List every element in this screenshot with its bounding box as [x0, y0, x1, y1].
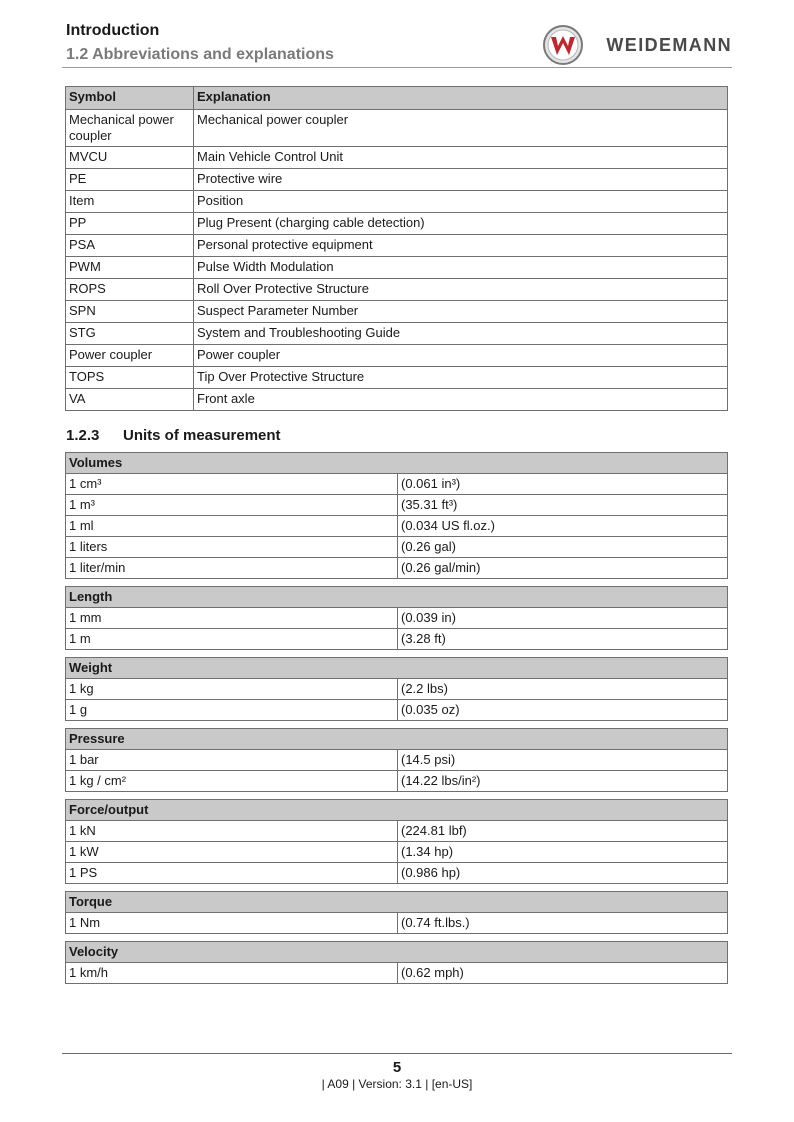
table-row	[66, 213, 728, 235]
units-heading-number: 1.2.3	[66, 427, 100, 444]
table-row	[66, 750, 728, 771]
explanation-cell: System and Troubleshooting Guide	[194, 323, 728, 345]
unit-cell: 1 g	[66, 700, 398, 721]
conversion-cell: (35.31 ft³)	[398, 495, 728, 516]
unit-cell: 1 km/h	[66, 963, 398, 984]
explanation-cell: Front axle	[194, 389, 728, 411]
units-group-table	[65, 891, 728, 934]
table-row	[66, 537, 728, 558]
table-row	[66, 608, 728, 629]
unit-cell: 1 kg / cm²	[66, 771, 398, 792]
unit-cell: 1 kW	[66, 842, 398, 863]
unit-cell: 1 bar	[66, 750, 398, 771]
conversion-cell: (0.034 US fl.oz.)	[398, 516, 728, 537]
column-header-symbol: Symbol	[66, 87, 194, 110]
conversion-cell: (0.035 oz)	[398, 700, 728, 721]
table-row	[66, 279, 728, 301]
conversion-cell: (1.34 hp)	[398, 842, 728, 863]
table-row	[66, 323, 728, 345]
document-version: | A09 | Version: 3.1 | [en-US]	[321, 1077, 473, 1091]
page-number: 5	[392, 1059, 402, 1076]
unit-cell: 1 m³	[66, 495, 398, 516]
table-row	[66, 495, 728, 516]
conversion-cell: (3.28 ft)	[398, 629, 728, 650]
units-group-table	[65, 657, 728, 721]
page-header	[66, 20, 732, 68]
table-row	[66, 679, 728, 700]
weidemann-logo	[542, 24, 732, 66]
table-row	[66, 301, 728, 323]
explanation-cell: Main Vehicle Control Unit	[194, 147, 728, 169]
group-header-row	[66, 453, 728, 474]
explanation-cell: Pulse Width Modulation	[194, 257, 728, 279]
table-row	[66, 257, 728, 279]
header-divider	[62, 67, 732, 68]
conversion-cell: (0.26 gal/min)	[398, 558, 728, 579]
explanation-cell: Mechanical power coupler	[194, 110, 728, 147]
symbol-cell: PP	[66, 213, 194, 235]
table-row	[66, 367, 728, 389]
conversion-cell: (0.039 in)	[398, 608, 728, 629]
symbol-cell: PSA	[66, 235, 194, 257]
group-header: Velocity	[66, 942, 728, 963]
table-row	[66, 863, 728, 884]
units-group-table	[65, 728, 728, 792]
explanation-cell: Protective wire	[194, 169, 728, 191]
symbol-cell: VA	[66, 389, 194, 411]
table-row	[66, 169, 728, 191]
table-row	[66, 147, 728, 169]
units-of-measurement	[65, 452, 728, 991]
conversion-cell: (0.061 in³)	[398, 474, 728, 495]
symbol-cell: PE	[66, 169, 194, 191]
unit-cell: 1 liter/min	[66, 558, 398, 579]
table-row	[66, 842, 728, 863]
units-group-table	[65, 941, 728, 984]
explanation-cell: Plug Present (charging cable detection)	[194, 213, 728, 235]
table-row	[66, 771, 728, 792]
group-header: Length	[66, 587, 728, 608]
unit-cell: 1 m	[66, 629, 398, 650]
group-header-row	[66, 729, 728, 750]
abbreviations-body	[66, 110, 728, 411]
conversion-cell: (2.2 lbs)	[398, 679, 728, 700]
group-header-row	[66, 942, 728, 963]
group-header-row	[66, 892, 728, 913]
table-row	[66, 474, 728, 495]
weidemann-logo-icon	[542, 24, 584, 66]
group-header-row	[66, 658, 728, 679]
table-row	[66, 963, 728, 984]
conversion-cell: (224.81 lbf)	[398, 821, 728, 842]
logo-wordmark: WEIDEMANN	[606, 34, 732, 55]
unit-cell: 1 mm	[66, 608, 398, 629]
group-header: Pressure	[66, 729, 728, 750]
group-header: Torque	[66, 892, 728, 913]
explanation-cell: Power coupler	[194, 345, 728, 367]
explanation-cell: Position	[194, 191, 728, 213]
conversion-cell: (0.62 mph)	[398, 963, 728, 984]
group-header-row	[66, 800, 728, 821]
conversion-cell: (14.5 psi)	[398, 750, 728, 771]
conversion-cell: (0.26 gal)	[398, 537, 728, 558]
table-row	[66, 110, 728, 147]
unit-cell: 1 cm³	[66, 474, 398, 495]
unit-cell: 1 liters	[66, 537, 398, 558]
table-header-row	[66, 87, 728, 110]
units-group-table	[65, 586, 728, 650]
table-row	[66, 516, 728, 537]
explanation-cell: Personal protective equipment	[194, 235, 728, 257]
table-row	[66, 821, 728, 842]
symbol-cell: TOPS	[66, 367, 194, 389]
table-row	[66, 345, 728, 367]
table-row	[66, 700, 728, 721]
table-row	[66, 629, 728, 650]
unit-cell: 1 Nm	[66, 913, 398, 934]
table-row	[66, 235, 728, 257]
group-header: Volumes	[66, 453, 728, 474]
table-row	[66, 389, 728, 411]
section-subtitle: 1.2 Abbreviations and explanations	[66, 46, 334, 63]
group-header-row	[66, 587, 728, 608]
conversion-cell: (0.74 ft.lbs.)	[398, 913, 728, 934]
symbol-cell: STG	[66, 323, 194, 345]
units-group-table	[65, 799, 728, 884]
symbol-cell: PWM	[66, 257, 194, 279]
group-header: Weight	[66, 658, 728, 679]
symbol-cell: SPN	[66, 301, 194, 323]
units-heading-title: Units of measurement	[123, 427, 281, 444]
abbreviations-table	[65, 86, 728, 411]
conversion-cell: (14.22 lbs/in²)	[398, 771, 728, 792]
unit-cell: 1 ml	[66, 516, 398, 537]
conversion-cell: (0.986 hp)	[398, 863, 728, 884]
table-row	[66, 913, 728, 934]
group-header: Force/output	[66, 800, 728, 821]
unit-cell: 1 kN	[66, 821, 398, 842]
table-row	[66, 558, 728, 579]
symbol-cell: Mechanical power coupler	[66, 110, 194, 147]
symbol-cell: MVCU	[66, 147, 194, 169]
explanation-cell: Tip Over Protective Structure	[194, 367, 728, 389]
explanation-cell: Roll Over Protective Structure	[194, 279, 728, 301]
units-heading	[66, 427, 281, 444]
unit-cell: 1 PS	[66, 863, 398, 884]
symbol-cell: Power coupler	[66, 345, 194, 367]
footer-divider	[62, 1053, 732, 1054]
units-group-table	[65, 452, 728, 579]
symbol-cell: Item	[66, 191, 194, 213]
table-row	[66, 191, 728, 213]
column-header-explanation: Explanation	[194, 87, 728, 110]
chapter-title: Introduction	[66, 22, 160, 39]
symbol-cell: ROPS	[66, 279, 194, 301]
unit-cell: 1 kg	[66, 679, 398, 700]
explanation-cell: Suspect Parameter Number	[194, 301, 728, 323]
